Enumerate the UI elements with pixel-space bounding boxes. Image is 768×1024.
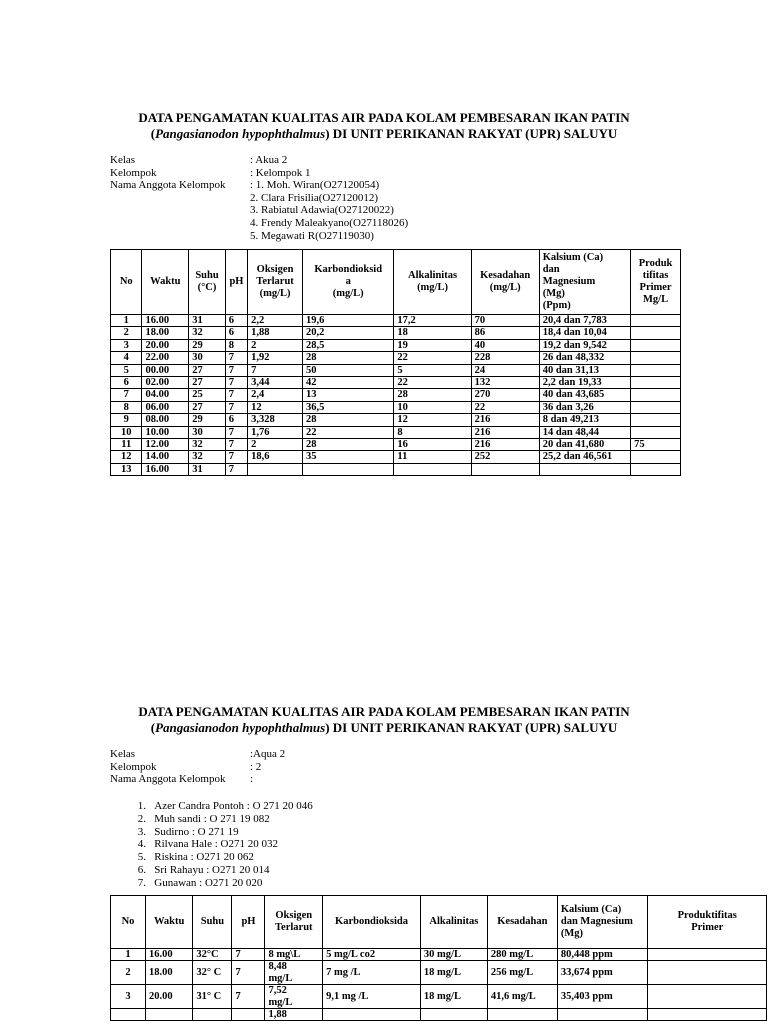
cell-produktifitas <box>631 463 681 475</box>
info-key: Kelas <box>110 748 136 760</box>
cell-waktu: 02.00 <box>142 377 189 389</box>
cell-produktifitas <box>631 389 681 401</box>
cell-no: 2 <box>111 961 146 985</box>
cell-suhu: 30 <box>189 426 226 438</box>
header-ph: pH <box>225 250 247 315</box>
table-row <box>111 389 681 401</box>
section2-data-table <box>110 895 767 1021</box>
cell-karbondioksida: 19,6 <box>302 315 393 327</box>
member-item: 2. Muh sandi : O 271 19 082 <box>137 812 270 825</box>
cell-ph: 6 <box>225 414 247 426</box>
cell-ph: 7 <box>232 949 265 961</box>
cell-oksigen: 7,52 mg/L <box>265 985 323 1009</box>
cell-kalsium-magnesium: 40 dan 31,13 <box>539 364 630 376</box>
cell-produktifitas <box>631 339 681 351</box>
section1-title-line1: DATA PENGAMATAN KUALITAS AIR PADA KOLAM PEMBESARAN IKAN PATIN <box>138 110 630 125</box>
cell-karbondioksida: 35 <box>302 451 393 463</box>
cell-suhu: 32 <box>189 439 226 451</box>
cell-alkalinitas: 10 <box>394 401 471 413</box>
cell-no: 13 <box>111 463 142 475</box>
cell-alkalinitas: 16 <box>394 439 471 451</box>
section2-title <box>0 704 768 736</box>
species-name: Pangasianodon hypophthalmus <box>155 126 326 141</box>
cell-no: 5 <box>111 364 142 376</box>
header-suhu: Suhu (°C) <box>189 250 226 315</box>
cell-produktifitas <box>631 414 681 426</box>
cell-kesadahan: 70 <box>471 315 539 327</box>
cell-ph <box>232 1009 265 1021</box>
cell-suhu: 32° C <box>193 961 232 985</box>
cell-ph: 6 <box>225 315 247 327</box>
cell-kalsium-magnesium: 8 dan 49,213 <box>539 414 630 426</box>
info-value: :Aqua 2 <box>250 748 286 760</box>
cell-kalsium-magnesium <box>539 463 630 475</box>
cell-waktu: 06.00 <box>142 401 189 413</box>
cell-oksigen: 2 <box>248 439 303 451</box>
table-row <box>111 414 681 426</box>
cell-kesadahan: 216 <box>471 426 539 438</box>
cell-alkalinitas: 22 <box>394 377 471 389</box>
cell-suhu: 30 <box>189 352 226 364</box>
cell-produktifitas <box>648 1009 767 1021</box>
cell-oksigen: 1,88 <box>248 327 303 339</box>
table-row <box>111 961 767 985</box>
cell-ph: 7 <box>225 364 247 376</box>
cell-suhu: 29 <box>189 414 226 426</box>
section1-data-table <box>110 249 681 476</box>
cell-oksigen: 1,76 <box>248 426 303 438</box>
table-row <box>111 352 681 364</box>
cell-alkalinitas: 5 <box>394 364 471 376</box>
cell-kesadahan: 86 <box>471 327 539 339</box>
table-row <box>111 377 681 389</box>
cell-alkalinitas: 11 <box>394 451 471 463</box>
cell-produktifitas <box>648 985 767 1009</box>
cell-kesadahan: 24 <box>471 364 539 376</box>
cell-suhu: 32 <box>189 451 226 463</box>
cell-karbondioksida: 28 <box>302 439 393 451</box>
cell-oksigen: 7 <box>248 364 303 376</box>
member-item: 5. Riskina : O271 20 062 <box>137 851 254 864</box>
info-value: : Kelompok 1 <box>250 166 311 179</box>
header-kalsium: Kalsium (Ca) dan Magnesium (Mg) <box>557 896 648 949</box>
table-row <box>111 339 681 351</box>
cell-suhu <box>193 1009 232 1021</box>
cell-karbondioksida: 13 <box>302 389 393 401</box>
cell-kalsium-magnesium: 2,2 dan 19,33 <box>539 377 630 389</box>
table-row <box>111 985 767 1009</box>
cell-karbondioksida: 50 <box>302 364 393 376</box>
member-item: 5. Megawati R(O27119030) <box>250 229 374 242</box>
member-item: 6. Sri Rahayu : O271 20 014 <box>137 863 270 876</box>
info-value: : Akua 2 <box>250 154 288 166</box>
cell-produktifitas <box>631 401 681 413</box>
cell-kesadahan: 228 <box>471 352 539 364</box>
cell-kesadahan: 216 <box>471 414 539 426</box>
member-item: 2. Clara Frisilia(O27120012) <box>250 191 379 204</box>
info-value: : 2 <box>250 760 262 773</box>
cell-kesadahan: 216 <box>471 439 539 451</box>
cell-waktu: 04.00 <box>142 389 189 401</box>
cell-waktu: 10.00 <box>142 426 189 438</box>
cell-karbondioksida: 28 <box>302 352 393 364</box>
cell-alkalinitas: 18 <box>394 327 471 339</box>
table-row <box>111 364 681 376</box>
cell-waktu: 12.00 <box>142 439 189 451</box>
section2-member-list <box>110 800 313 890</box>
cell-alkalinitas: 28 <box>394 389 471 401</box>
header-waktu: Waktu <box>146 896 193 949</box>
member-item: 1. Azer Candra Pontoh : O 271 20 046 <box>137 800 313 812</box>
cell-oksigen: 12 <box>248 401 303 413</box>
cell-karbondioksida <box>302 463 393 475</box>
cell-waktu: 18.00 <box>142 327 189 339</box>
table-row <box>111 315 681 327</box>
cell-produktifitas <box>631 315 681 327</box>
cell-kesadahan: 270 <box>471 389 539 401</box>
cell-ph: 6 <box>225 327 247 339</box>
cell-waktu: 16.00 <box>142 315 189 327</box>
cell-alkalinitas: 17,2 <box>394 315 471 327</box>
cell-kalsium-magnesium: 36 dan 3,26 <box>539 401 630 413</box>
header-produktifitas: Produktifitas Primer <box>648 896 767 949</box>
cell-ph: 7 <box>225 352 247 364</box>
info-key: Nama Anggota Kelompok <box>110 773 226 786</box>
header-no: No <box>111 250 142 315</box>
header-produktifitas: Produk tifitas Primer Mg/L <box>631 250 681 315</box>
cell-no: 10 <box>111 426 142 438</box>
cell-ph: 8 <box>225 339 247 351</box>
cell-produktifitas <box>631 426 681 438</box>
cell-karbondioksida: 20,2 <box>302 327 393 339</box>
cell-kalsium-magnesium: 40 dan 43,685 <box>539 389 630 401</box>
cell-karbondioksida: 28 <box>302 414 393 426</box>
section2-info <box>110 748 285 786</box>
cell-karbondioksida: 7 mg /L <box>323 961 421 985</box>
cell-waktu: 16.00 <box>142 463 189 475</box>
cell-kalsium-magnesium: 19,2 dan 9,542 <box>539 339 630 351</box>
cell-kalsium-magnesium: 80,448 ppm <box>557 949 648 961</box>
cell-karbondioksida: 9,1 mg /L <box>323 985 421 1009</box>
cell-waktu <box>146 1009 193 1021</box>
section1-title <box>0 110 768 142</box>
cell-oksigen: 2,4 <box>248 389 303 401</box>
header-oksigen: Oksigen Terlarut (mg/L) <box>248 250 303 315</box>
info-key: Kelompok <box>110 166 157 179</box>
cell-oksigen: 3,328 <box>248 414 303 426</box>
header-ph: pH <box>232 896 265 949</box>
cell-produktifitas <box>648 961 767 985</box>
info-key: Nama Anggota Kelompok <box>110 179 226 192</box>
cell-waktu: 18.00 <box>146 961 193 985</box>
header-kalsium: Kalsium (Ca) dan Magnesium (Mg) (Ppm) <box>539 250 630 315</box>
cell-suhu: 27 <box>189 364 226 376</box>
cell-alkalinitas: 12 <box>394 414 471 426</box>
species-name: Pangasianodon hypophthalmus <box>155 720 326 735</box>
header-kesadahan: Kesadahan <box>487 896 557 949</box>
header-alkalinitas: Alkalinitas <box>420 896 487 949</box>
cell-ph: 7 <box>225 401 247 413</box>
cell-no: 9 <box>111 414 142 426</box>
cell-waktu: 08.00 <box>142 414 189 426</box>
cell-kesadahan: 41,6 mg/L <box>487 985 557 1009</box>
cell-karbondioksida <box>323 1009 421 1021</box>
cell-alkalinitas: 30 mg/L <box>420 949 487 961</box>
section2-title-line1: DATA PENGAMATAN KUALITAS AIR PADA KOLAM PEMBESARAN IKAN PATIN <box>138 704 630 719</box>
cell-produktifitas: 75 <box>631 439 681 451</box>
member-item: 4. Rilvana Hale : O271 20 032 <box>137 838 278 851</box>
header-oksigen: Oksigen Terlarut <box>265 896 323 949</box>
cell-oksigen: 2 <box>248 339 303 351</box>
table-row <box>111 1009 767 1021</box>
member-item: 7. Gunawan : O271 20 020 <box>137 876 263 889</box>
cell-ph: 7 <box>225 451 247 463</box>
cell-alkalinitas: 18 mg/L <box>420 961 487 985</box>
info-value: : <box>250 773 254 786</box>
cell-kesadahan <box>471 463 539 475</box>
cell-alkalinitas: 8 <box>394 426 471 438</box>
cell-ph: 7 <box>225 439 247 451</box>
cell-suhu: 31° C <box>193 985 232 1009</box>
cell-kesadahan: 280 mg/L <box>487 949 557 961</box>
cell-kalsium-magnesium: 20,4 dan 7,783 <box>539 315 630 327</box>
info-key: Kelas <box>110 154 136 166</box>
cell-kalsium-magnesium: 35,403 ppm <box>557 985 648 1009</box>
cell-suhu: 27 <box>189 401 226 413</box>
cell-waktu: 16.00 <box>146 949 193 961</box>
table-row <box>111 401 681 413</box>
cell-produktifitas <box>631 327 681 339</box>
cell-suhu: 32°C <box>193 949 232 961</box>
cell-suhu: 32 <box>189 327 226 339</box>
cell-karbondioksida: 22 <box>302 426 393 438</box>
cell-no: 1 <box>111 949 146 961</box>
info-value: : 1. Moh. Wiran(O27120054) <box>250 179 380 192</box>
cell-no: 3 <box>111 339 142 351</box>
table-row <box>111 463 681 475</box>
cell-karbondioksida: 42 <box>302 377 393 389</box>
cell-ph: 7 <box>225 463 247 475</box>
cell-oksigen: 2,2 <box>248 315 303 327</box>
cell-oksigen: 18,6 <box>248 451 303 463</box>
cell-oksigen: 8,48 mg/L <box>265 961 323 985</box>
cell-waktu: 20.00 <box>142 339 189 351</box>
cell-suhu: 29 <box>189 339 226 351</box>
cell-no: 2 <box>111 327 142 339</box>
cell-karbondioksida: 28,5 <box>302 339 393 351</box>
cell-kesadahan: 22 <box>471 401 539 413</box>
cell-oksigen <box>248 463 303 475</box>
table-row <box>111 451 681 463</box>
cell-waktu: 00.00 <box>142 364 189 376</box>
member-item: 4. Frendy Maleakyano(O27118026) <box>250 216 409 229</box>
section1-title-line2: (Pangasianodon hypophthalmus) DI UNIT PERIKANAN RAKYAT (UPR) SALUYU <box>150 126 618 141</box>
header-no: No <box>111 896 146 949</box>
cell-no: 11 <box>111 439 142 451</box>
cell-suhu: 27 <box>189 377 226 389</box>
cell-kalsium-magnesium: 33,674 ppm <box>557 961 648 985</box>
section1-info <box>110 154 408 242</box>
cell-suhu: 31 <box>189 315 226 327</box>
cell-kalsium-magnesium: 25,2 dan 46,561 <box>539 451 630 463</box>
cell-kalsium-magnesium: 18,4 dan 10,04 <box>539 327 630 339</box>
member-item: 3. Sudirno : O 271 19 <box>137 825 239 838</box>
cell-ph: 7 <box>225 377 247 389</box>
cell-oksigen: 1,92 <box>248 352 303 364</box>
cell-produktifitas <box>631 364 681 376</box>
table-row <box>111 327 681 339</box>
cell-kalsium-magnesium <box>557 1009 648 1021</box>
cell-alkalinitas: 18 mg/L <box>420 985 487 1009</box>
header-waktu: Waktu <box>142 250 189 315</box>
cell-oksigen: 3,44 <box>248 377 303 389</box>
cell-no <box>111 1009 146 1021</box>
cell-kesadahan: 256 mg/L <box>487 961 557 985</box>
info-key: Kelompok <box>110 760 157 773</box>
cell-produktifitas <box>648 949 767 961</box>
cell-oksigen: 1,88 <box>265 1009 323 1021</box>
cell-oksigen: 8 mg\L <box>265 949 323 961</box>
cell-kesadahan <box>487 1009 557 1021</box>
header-karbondioksida: Karbondioksid a (mg/L) <box>302 250 393 315</box>
table-row <box>111 949 767 961</box>
cell-suhu: 31 <box>189 463 226 475</box>
cell-kalsium-magnesium: 14 dan 48,44 <box>539 426 630 438</box>
cell-kalsium-magnesium: 26 dan 48,332 <box>539 352 630 364</box>
section2-title-line2: (Pangasianodon hypophthalmus) DI UNIT PERIKANAN RAKYAT (UPR) SALUYU <box>150 720 618 735</box>
cell-kalsium-magnesium: 20 dan 41,680 <box>539 439 630 451</box>
cell-produktifitas <box>631 377 681 389</box>
cell-alkalinitas <box>420 1009 487 1021</box>
cell-no: 7 <box>111 389 142 401</box>
cell-waktu: 14.00 <box>142 451 189 463</box>
table-row <box>111 426 681 438</box>
header-alkalinitas: Alkalinitas (mg/L) <box>394 250 471 315</box>
cell-waktu: 22.00 <box>142 352 189 364</box>
cell-karbondioksida: 36,5 <box>302 401 393 413</box>
cell-no: 3 <box>111 985 146 1009</box>
header-karbondioksida: Karbondioksida <box>323 896 421 949</box>
cell-karbondioksida: 5 mg/L co2 <box>323 949 421 961</box>
cell-ph: 7 <box>225 426 247 438</box>
member-item: 3. Rabiatul Adawia(O27120022) <box>250 204 394 217</box>
cell-no: 6 <box>111 377 142 389</box>
cell-ph: 7 <box>232 961 265 985</box>
cell-kesadahan: 132 <box>471 377 539 389</box>
cell-alkalinitas: 19 <box>394 339 471 351</box>
cell-kesadahan: 252 <box>471 451 539 463</box>
cell-suhu: 25 <box>189 389 226 401</box>
header-suhu: Suhu <box>193 896 232 949</box>
cell-alkalinitas: 22 <box>394 352 471 364</box>
cell-produktifitas <box>631 352 681 364</box>
cell-no: 12 <box>111 451 142 463</box>
header-kesadahan: Kesadahan (mg/L) <box>471 250 539 315</box>
cell-no: 4 <box>111 352 142 364</box>
cell-no: 1 <box>111 315 142 327</box>
cell-waktu: 20.00 <box>146 985 193 1009</box>
cell-ph: 7 <box>232 985 265 1009</box>
table-header-row <box>111 250 681 315</box>
cell-no: 8 <box>111 401 142 413</box>
cell-ph: 7 <box>225 389 247 401</box>
table-header-row <box>111 896 767 949</box>
table-row <box>111 439 681 451</box>
cell-produktifitas <box>631 451 681 463</box>
cell-kesadahan: 40 <box>471 339 539 351</box>
cell-alkalinitas <box>394 463 471 475</box>
